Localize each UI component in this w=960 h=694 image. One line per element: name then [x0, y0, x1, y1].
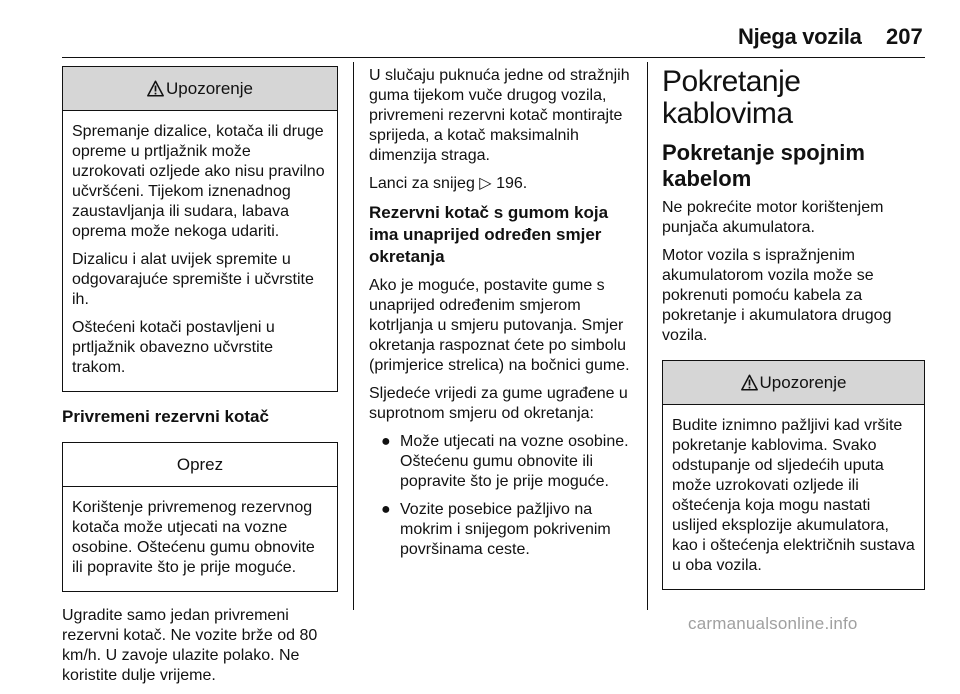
- body-paragraph: Ako je moguće, postavite gume s unaprijed određenim smjerom kotrljanja u smjeru putovanja. Smjer okretanja raspoznat ćete po simbolu (primjerice strelica) na bočnici gume.: [369, 277, 630, 374]
- page-number: 207: [886, 24, 923, 49]
- cross-reference: [369, 174, 635, 194]
- chapter-heading: Pokretanje kablovima: [662, 65, 801, 130]
- warning-heading: Upozorenje: [166, 78, 253, 98]
- warning-paragraph: Oštećeni kotači postavljeni u prtljažnik obavezno učvrstite trakom.: [72, 319, 275, 376]
- section-heading: Pokretanje spojnim kabelom: [662, 140, 865, 191]
- body-paragraph: Motor vozila s ispražnjenim akumulatorom vozila može se pokrenuti pomoću kabela za pokretanje i akumulatora drugog vozila.: [662, 247, 892, 344]
- section-title: Rezervni kotač s gumom koja ima unaprijed određen smjer okretanja: [369, 203, 609, 266]
- warning-paragraph: Spremanje dizalice, kotača ili druge opreme u prtljažnik može uzrokovati ozljede ako nisu pravilno učvršćeni. Tijekom iznenadnog zaustavljanja ili sudara, labava oprema može nekoga udariti.: [72, 123, 325, 240]
- body-paragraph: U slučaju puknuća jedne od stražnjih guma tijekom vuče drugog vozila, privremeni rezervni kotač montirajte sprijeda, a kotač maksimalnih dimenzija straga.: [369, 67, 630, 164]
- page-header: [0, 0, 960, 60]
- bullet-icon: ●: [381, 501, 391, 518]
- warning-triangle-icon: [147, 80, 164, 97]
- column-2: [369, 66, 635, 568]
- body-paragraph: Ne pokrećite motor korištenjem punjača akumulatora.: [662, 199, 884, 236]
- warning-box: [62, 66, 338, 392]
- reference-text: Lanci za snijeg: [369, 175, 475, 192]
- warning-heading: Upozorenje: [759, 372, 847, 392]
- bullet-icon: ●: [381, 433, 391, 450]
- chapter-title: Njega vozila: [738, 24, 862, 49]
- body-paragraph: Ugradite samo jedan privremeni rezervni kotač. Ne vozite brže od 80 km/h. U zavoje ulazite polako. Ne koristite dulje vrijeme.: [62, 607, 318, 684]
- list-item: [369, 432, 635, 492]
- caution-heading: Oprez: [176, 454, 224, 474]
- warning-box-header: [663, 361, 924, 405]
- column-divider-2: [647, 62, 648, 610]
- watermark: carmanualsonline.info: [688, 614, 858, 633]
- warning-box: [662, 360, 925, 590]
- list-item-text: Može utjecati na vozne osobine. Oštećenu gumu obnovite ili popravite što je prije moguće.: [400, 433, 629, 490]
- bullet-list: [369, 432, 635, 560]
- warning-triangle-icon: [741, 374, 758, 391]
- warning-paragraph: Dizalicu i alat uvijek spremite u odgovarajuće spremište i učvrstite ih.: [72, 251, 314, 308]
- column-3: [662, 66, 925, 590]
- reference-page: 196.: [496, 175, 528, 192]
- body-paragraph: Sljedeće vrijedi za gume ugrađene u suprotnom smjeru od okretanja:: [369, 385, 628, 422]
- page-reference-icon: ▷: [479, 175, 492, 192]
- caution-box-header: [63, 443, 337, 487]
- caution-text: Korištenje privremenog rezervnog kotača može utjecati na vozne osobine. Oštećenu gumu obnovite ili popravite što je prije moguće.: [72, 499, 315, 576]
- section-title: Privremeni rezervni kotač: [62, 407, 269, 426]
- column-1: [62, 66, 338, 694]
- warning-box-header: [63, 67, 337, 111]
- column-divider-1: [353, 62, 354, 610]
- warning-text: Budite iznimno pažljivi kad vršite pokretanje kablovima. Svako odstupanje od sljedećih uputa može uzrokovati ozljede ili oštećenja koja mogu nastati uslijed eksplozije akumulatora, kao i oštećenja električnih sustava u oba vozila.: [672, 417, 915, 574]
- list-item-text: Vozite posebice pažljivo na mokrim i snijegom pokrivenim površinama ceste.: [400, 501, 611, 558]
- list-item: [369, 500, 635, 560]
- caution-box: [62, 442, 338, 592]
- header-rule: [62, 57, 925, 58]
